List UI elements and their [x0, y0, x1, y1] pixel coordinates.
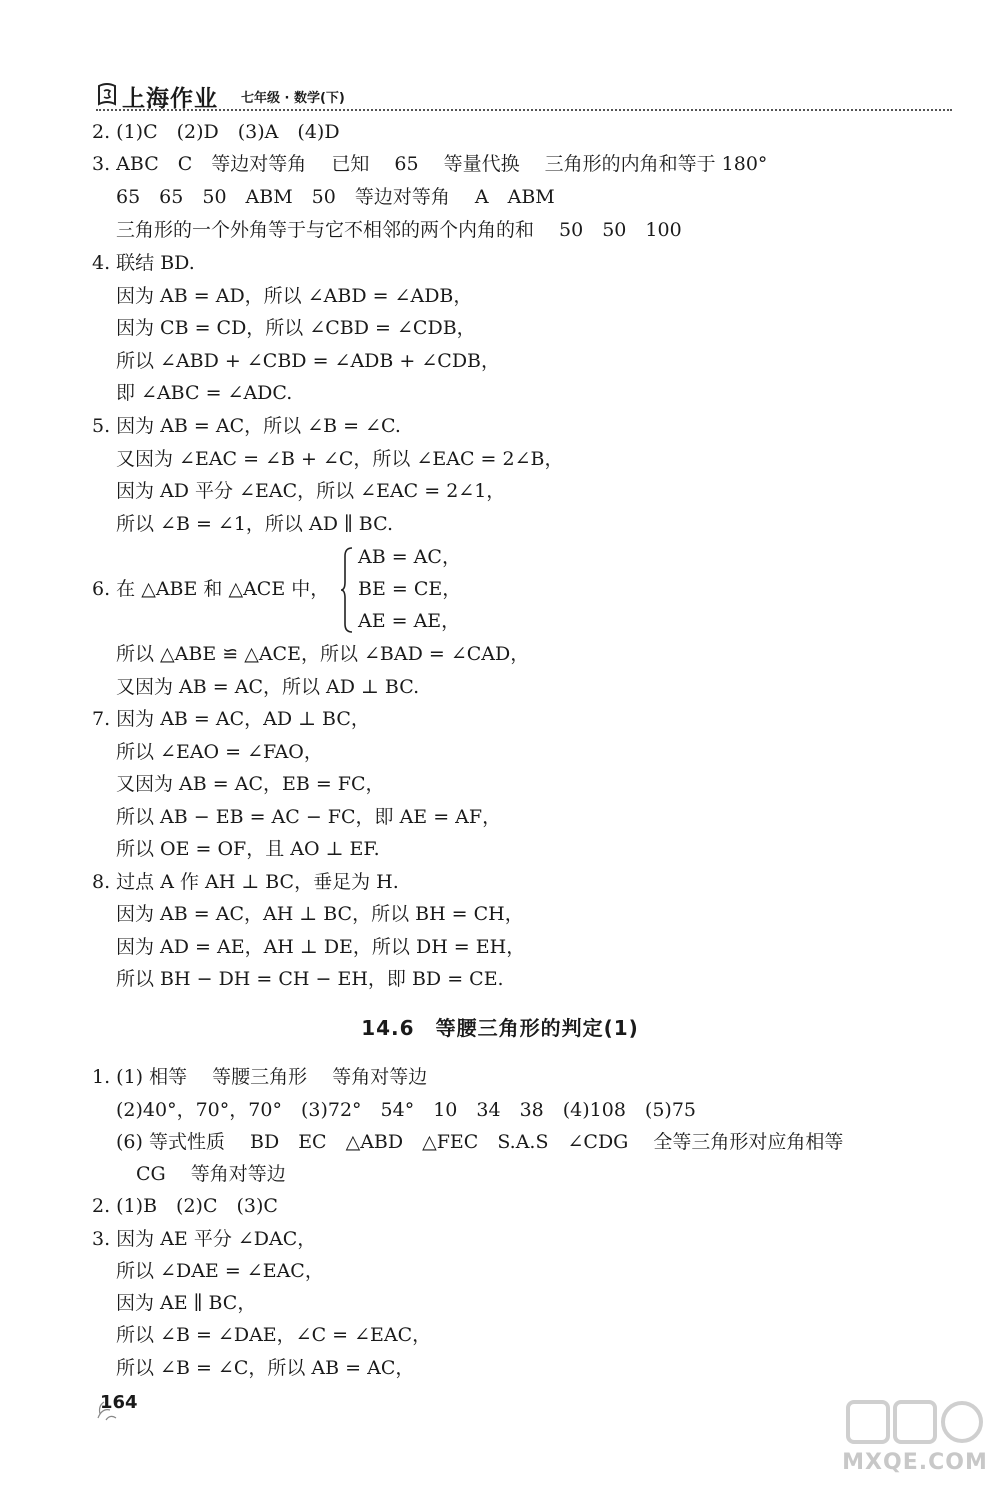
answer-line: 因为 AB = AC，AH ⊥ BC，所以 BH = CH， [116, 903, 524, 925]
answer-line: 即 ∠ABC = ∠ADC. [116, 382, 293, 404]
answer-line: 8. 过点 A 作 AH ⊥ BC，垂足为 H. [92, 871, 399, 893]
answer-line: 所以 ∠DAE = ∠EAC， [116, 1260, 324, 1282]
answer-line: 6. 在 △ABE 和 △ACE 中， [92, 578, 330, 600]
answer-line: 65 65 50 ABM 50 等边对等角 A ABM [116, 186, 555, 208]
brace-line: AB = AC， [358, 546, 461, 568]
answer-line: 所以 ∠B = ∠1，所以 AD ∥ BC. [116, 513, 393, 535]
answer-line: 3. 因为 AE 平分 ∠DAC， [92, 1228, 317, 1250]
answer-line: 因为 CB = CD，所以 ∠CBD = ∠CDB， [116, 317, 476, 339]
grade-subject: 七年级 · 数学(下) [241, 91, 345, 106]
watermark-text: MXQE.COM [842, 1450, 988, 1475]
answer-line: 所以 △ABE ≌ △ACE，所以 ∠BAD = ∠CAD， [116, 643, 530, 665]
answer-line: 所以 ∠ABD + ∠CBD = ∠ADB + ∠CDB， [116, 350, 501, 372]
section-title: 14.6 等腰三角形的判定(1) [361, 1016, 639, 1040]
page-header [96, 80, 952, 110]
answer-line: 2. (1)C (2)D (3)A (4)D [92, 121, 340, 143]
page-number: 164 [100, 1392, 138, 1413]
answer-line: 7. 因为 AB = AC，AD ⊥ BC， [92, 708, 370, 730]
brand-title: 上海作业 [122, 86, 218, 112]
answer-line: 又因为 ∠EAC = ∠B + ∠C，所以 ∠EAC = 2∠B， [116, 448, 564, 470]
answer-line: 又因为 AB = AC，EB = FC， [116, 773, 385, 795]
answer-line: 1. (1) 相等 等腰三角形 等角对等边 [92, 1066, 428, 1088]
answer-line: 2. (1)B (2)C (3)C [92, 1195, 278, 1217]
header-divider [96, 109, 952, 111]
answer-line: 所以 OE = OF，且 AO ⊥ EF. [116, 838, 380, 860]
left-brace-icon [340, 546, 354, 634]
answer-line: 因为 AB = AD，所以 ∠ABD = ∠ADB， [116, 285, 473, 307]
answer-line: 因为 AD = AE，AH ⊥ DE，所以 DH = EH， [116, 936, 526, 958]
answer-line: 所以 ∠B = ∠DAE，∠C = ∠EAC， [116, 1324, 432, 1346]
book-logo-icon [96, 82, 118, 106]
answer-line: 4. 联结 BD. [92, 252, 195, 274]
answer-line: 所以 BH − DH = CH − EH，即 BD = CE. [116, 968, 504, 990]
answer-line: CG 等角对等边 [136, 1163, 286, 1185]
brace-line: BE = CE， [358, 578, 462, 600]
answer-line: 3. ABC C 等边对等角 已知 65 等量代换 三角形的内角和等于 180° [92, 153, 768, 175]
answer-line: 所以 ∠EAO = ∠FAO， [116, 741, 323, 763]
answer-line: 5. 因为 AB = AC，所以 ∠B = ∠C. [92, 415, 401, 437]
answer-line: 三角形的一个外角等于与它不相邻的两个内角的和 50 50 100 [116, 219, 682, 241]
answer-line: 因为 AE ∥ BC， [116, 1292, 257, 1314]
answer-line: 又因为 AB = AC，所以 AD ⊥ BC. [116, 676, 420, 698]
answer-line: 因为 AD 平分 ∠EAC，所以 ∠EAC = 2∠1， [116, 480, 506, 502]
answer-line: (2)40°，70°，70° (3)72° 54° 10 34 38 (4)108 (5)75 [116, 1099, 697, 1121]
brace-line: AE = AE， [358, 610, 461, 632]
answer-line: 所以 AB − EB = AC − FC，即 AE = AF， [116, 806, 502, 828]
answer-line: (6) 等式性质 BD EC △ABD △FEC S.A.S ∠CDG 全等三角形对应角相等 [116, 1131, 844, 1153]
answer-line: 所以 ∠B = ∠C，所以 AB = AC， [116, 1357, 415, 1379]
